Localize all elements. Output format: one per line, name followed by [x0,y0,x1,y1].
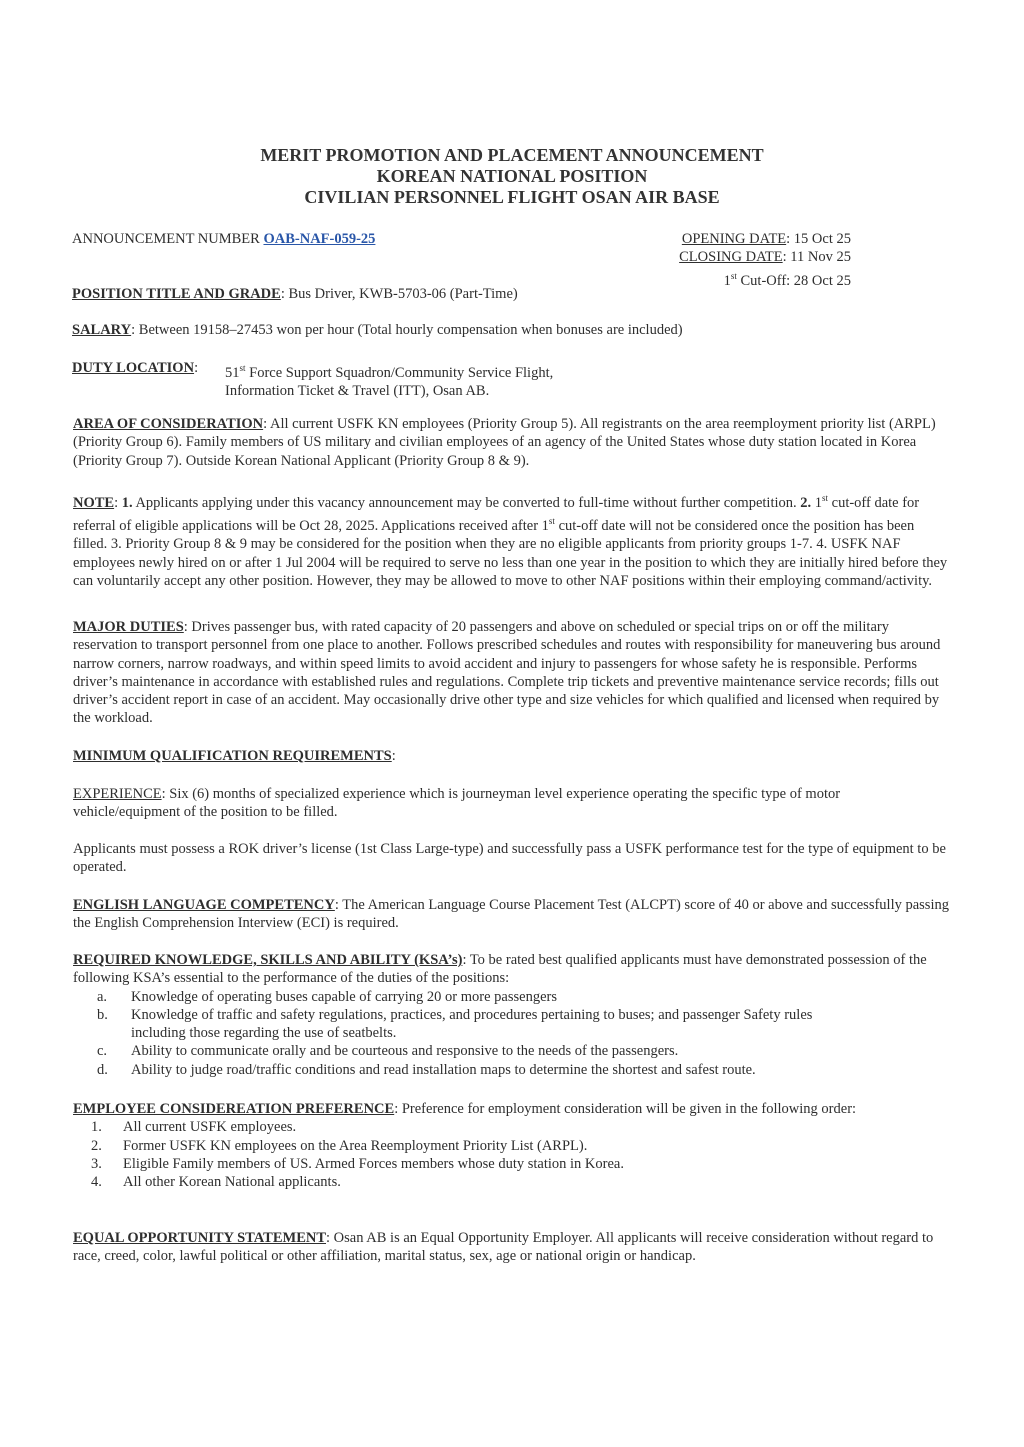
list-marker: 1. [91,1119,102,1136]
duty-location-label: DUTY LOCATION [72,360,195,376]
experience-text: : Six (6) months of specialized experience which is journeyman level experience operating the specific type of motor vehicle/equipment of the position to be filled. [73,786,841,821]
note-colon: : [114,494,122,511]
list-marker: 4. [91,1174,102,1191]
position-value: : Bus Driver, KWB-5703-06 (Part-Time) [280,286,518,302]
list-marker: a. [97,988,108,1005]
area-text: : All current USFK KN employees (Priority Group 5). All registrants on the area reemployment priority list (ARPL) (Priority Group 6). Family members of US military and civilian employees of an agency of the United States whose duty station located in Korea (Priority Group 7). Outside Korean National Applicant (Priority Group 8 & 9). [73,416,936,469]
preference-list [73,1118,949,1191]
duty-location-label-line [72,359,198,377]
announcement-number-line [72,230,375,248]
note-sup-1: st [822,493,829,503]
opening-date-value: : 15 Oct 25 [786,231,851,247]
ksa-list [73,988,833,1079]
duty-location-value [225,359,553,400]
duty-location-colon: : [194,360,199,376]
area-label: AREA OF CONSIDERATION [73,416,264,432]
eeo-text: : Osan AB is an Equal Opportunity Employer. All applicants will receive consideration without regard to race, creed, color, lawful political or other affiliation, marital status, sex, age or national origin or handicap. [73,1230,934,1265]
experience-label: EXPERIENCE [73,786,162,802]
license-requirement: Applicants must possess a ROK driver’s license (1st Class Large-type) and successfully pass a USFK performance test for the type of equipment to be operated. [73,841,946,876]
note-text-1: Applicants applying under this vacancy announcement may be converted to full-time without further competition. [132,494,801,511]
equal-opportunity-statement [73,1229,949,1266]
ksa-section [73,951,949,1079]
note-sup-2: st [548,516,555,527]
salary-label: SALARY [72,322,132,338]
note-num-1: 1. [121,494,133,511]
duty-location-sup: st [239,363,246,373]
list-item [73,1118,949,1136]
position-line [72,285,518,303]
document-header [0,145,1024,208]
list-item-text: Ability to communicate orally and be courteous and responsive to the needs of the passengers. [131,1043,679,1060]
english-text: : The American Language Course Placement Test (ALCPT) score of 40 or above and successfully passing the English Comprehension Interview (ECI) is required. [73,897,949,932]
dates-block [651,230,851,290]
list-item [73,1061,833,1079]
cutoff-date [651,267,851,290]
list-item-text: Knowledge of operating buses capable of carrying 20 or more passengers [131,988,557,1005]
major-duties [73,618,949,728]
cutoff-value: Cut-Off: 28 Oct 25 [736,272,851,289]
note-text-2c: cut-off date will not be considered once the position has been filled. 3. Priority Group 8 & 9 may be considered for the position when they are no eligible applicants from priority groups 1-7. 4. USFK NAF employees newly hired on or after 1 Jul 2004 will be required to serve no less than one year in the position to which they are initially hired before they can voluntarily accept any other position. However, they may be allowed to move to other NAF positions within their employing command/activity. [73,517,948,589]
preference-text: : Preference for employment consideration will be given in the following order: [394,1101,857,1117]
position-label: POSITION TITLE AND GRADE [72,286,281,302]
closing-date-label: CLOSING DATE [679,249,783,266]
header-title-2: KOREAN NATIONAL POSITION [376,166,648,186]
note-label: NOTE [73,494,115,511]
preference-label: EMPLOYEE CONSIDEREATION PREFERENCE [73,1101,395,1117]
salary-value: : Between 19158–27453 won per hour (Total hourly compensation when bonuses are included) [131,322,683,338]
salary-line [72,321,683,339]
opening-date [651,230,851,248]
list-marker: 2. [91,1137,102,1154]
list-item [73,1006,833,1043]
list-marker: 3. [91,1155,102,1172]
ksa-label: REQUIRED KNOWLEDGE, SKILLS AND ABILITY (KSA’s) [73,952,463,968]
closing-date-value: : 11 Nov 25 [782,249,851,266]
duty-location-unit: Force Support Squadron/Community Service Flight, [245,364,554,381]
list-item-text: Former USFK KN employees on the Area Reemployment Priority List (ARPL). [123,1137,588,1154]
announcement-number-label: ANNOUNCEMENT NUMBER [72,231,264,247]
duties-label: MAJOR DUTIES [73,619,184,635]
list-marker: c. [97,1043,108,1060]
english-label: ENGLISH LANGUAGE COMPETENCY [73,897,335,913]
duty-location-line-1 [225,359,553,382]
list-item [73,1042,833,1060]
list-marker: b. [97,1006,108,1023]
list-item [73,988,833,1006]
eeo-label: EQUAL OPPORTUNITY STATEMENT [73,1230,327,1246]
min-qual-colon: : [391,748,396,764]
header-title-1: MERIT PROMOTION AND PLACEMENT ANNOUNCEMENT [260,145,764,165]
note-num-2: 2. [800,494,812,511]
duties-text: : Drives passenger bus, with rated capacity of 20 passengers and above on scheduled or special trips on or off the military reservation to transport personnel from one place to another. Follows prescribed schedules and routes with responsibility for maneuvering bus around narrow corners, narrow roadways, and within speed limits to avoid accident and injury to passengers for whose safety he is responsible. Performs driver’s maintenance in accordance with established rules and regulations. Complete trip tickets and preventive maintenance service records; fills out driver’s accident report in case of an accident. May occasionally drive other type and size vehicles for which qualified and licensed when required by the workload. [73,619,941,727]
area-of-consideration [73,415,949,470]
header-title-3: CIVILIAN PERSONNEL FLIGHT OSAN AIR BASE [304,187,720,207]
note-text-2a: 1 [811,494,822,511]
min-qual-label: MINIMUM QUALIFICATION REQUIREMENTS [73,748,392,764]
preference-section [73,1100,949,1191]
list-item-text: Knowledge of traffic and safety regulations, practices, and procedures pertaining to buses; and passenger Safety rules including those regarding the use of seatbelts. [131,1006,813,1042]
note-text-2b: cut-off date for referral of eligible applications will be Oct 28, 2025. Applications received after 1 [73,494,920,534]
cutoff-sup: st [730,270,737,281]
min-qualifications-heading [73,747,949,765]
experience [73,785,949,822]
list-item [73,1137,949,1155]
list-item-text: All other Korean National applicants. [123,1174,341,1191]
duty-location-num: 51 [225,364,240,381]
note-section [73,489,949,590]
list-item-text: Eligible Family members of US. Armed Forces members whose duty station in Korea. [123,1155,624,1172]
list-item [73,1173,949,1191]
english-competency [73,896,949,933]
list-marker: d. [97,1061,108,1078]
duty-location-line-2: Information Ticket & Travel (ITT), Osan AB. [225,383,490,400]
opening-date-label: OPENING DATE [681,231,787,247]
list-item [73,1155,949,1173]
list-item-text: Ability to judge road/traffic conditions and read installation maps to determine the shortest and safest route. [131,1061,756,1078]
cutoff-prefix: 1 [723,272,731,289]
list-item-text: All current USFK employees. [123,1119,297,1136]
announcement-number: OAB-NAF-059-25 [263,231,376,247]
closing-date [651,248,851,266]
ksa-text: : To be rated best qualified applicants must have demonstrated possession of the following KSA’s essential to the performance of the duties of the positions: [73,952,927,987]
